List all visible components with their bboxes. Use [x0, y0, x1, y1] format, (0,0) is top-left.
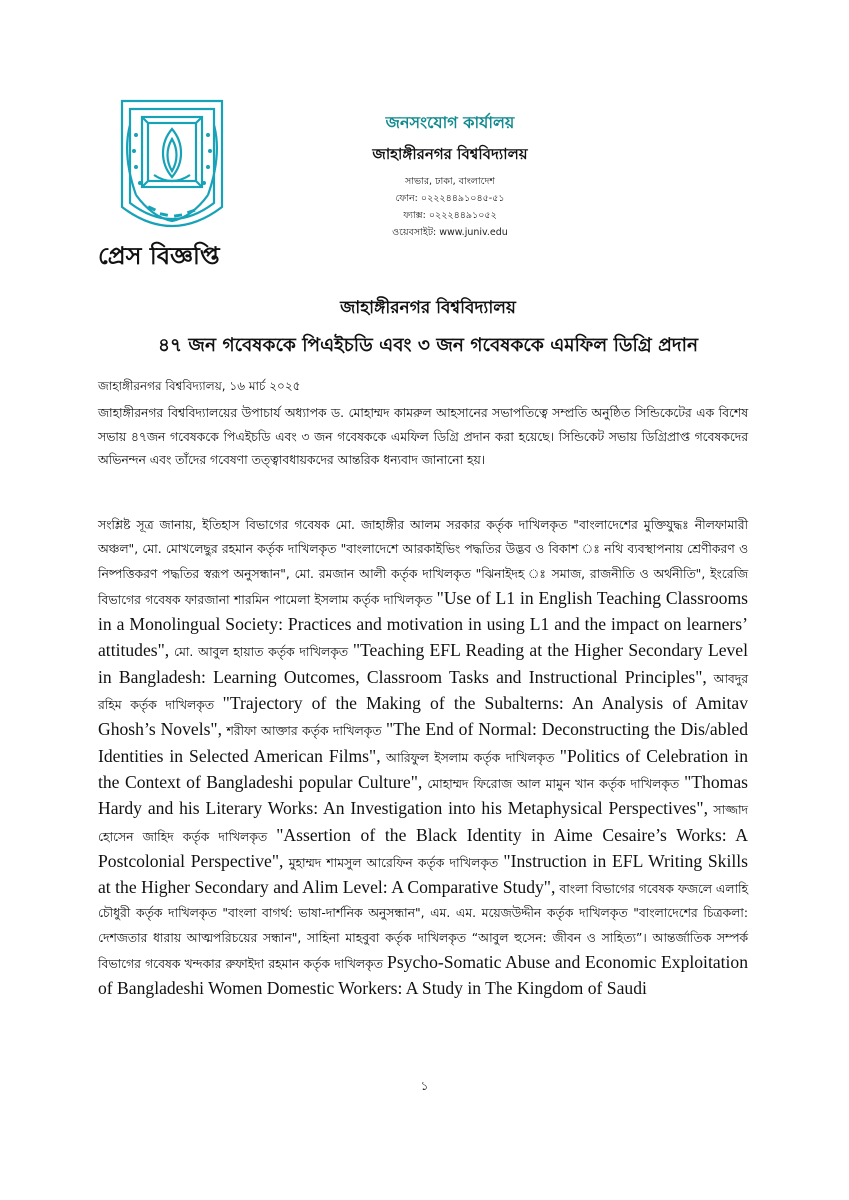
thesis-title: "Use of L1 in English Teaching Classrooms in a Monolingual Society: Practices and motivation in using L1 and the impact on learners’ attitudes",: [98, 587, 748, 661]
paragraph-2: [98, 513, 748, 1003]
paragraph-2-segment: মোহাম্মদ ফিরোজ আল মামুন খান কর্তৃক দাখিলকৃত: [422, 776, 685, 791]
paragraph-2-segment: আবদুর রহিম কর্তৃক দাখিলকৃত: [98, 671, 748, 713]
address: সাভার, ঢাকা, বাংলাদেশ: [404, 176, 496, 187]
dateline: জাহাঙ্গীরনগর বিশ্ববিদ্যালয়, ১৬ মার্চ ২০২৫: [98, 379, 301, 393]
thesis-title: "Teaching EFL Reading at the Higher Secondary Level in Bangladesh: Learning Outcomes, Classroom Tasks and Instructional Principles",: [98, 640, 748, 687]
thesis-title: "Instruction in EFL Writing Skills at the Higher Secondary and Alim Level: A Comparative Study",: [98, 850, 748, 898]
phone: ফোন: ০২২২৪৪৯১০৪৫-৫১: [395, 193, 505, 204]
headline-line-2: ৪৭ জন গবেষককে পিএইচডি এবং ৩ জন গবেষককে এমফিল ডিগ্রি প্রদান: [157, 335, 699, 356]
thesis-title: "Politics of Celebration in the Context of Bangladeshi popular Culture",: [98, 745, 748, 792]
page-number: ১: [420, 1079, 429, 1093]
website: ওয়েবসাইট: www.juniv.edu: [392, 227, 508, 238]
thesis-title: "Thomas Hardy and his Literary Works: An Investigation into his Metaphysical Perspectives",: [98, 771, 748, 819]
paragraph-2-segment: বাংলা বিভাগের গবেষক ফজলে এলাহি চৌধুরী কর্তৃক দাখিলকৃত "বাংলা বাগর্থ: ভাষা-দার্শনিক অনুসন্ধান", এম. এম. ময়েজউদ্দীন কর্তৃক দাখিলকৃত "বাংলাদেশের চিত্রকলা: দেশজতার ধারায় আত্মপরিচয়ের সন্ধান", সাহিনা মাহবুবা কর্তৃক দাখিলকৃত “আবুল হুসেন: জীবন ও সাহিত্য”। আন্তর্জাতিক সম্পর্ক বিভাগের গবেষক খন্দকার রুফাইদা রহমান কর্তৃক দাখিলকৃত: [98, 882, 748, 972]
office-contact-block: [290, 110, 610, 243]
paragraph-2-segment: সাজ্জাদ হোসেন জাহিদ কর্তৃক দাখিলকৃত: [98, 803, 748, 844]
office-title: জনসংযোগ কার্যালয়: [385, 113, 515, 132]
headline: [98, 295, 758, 362]
fax: ফ্যাক্স: ০২২২৪৪৯১০৫২: [403, 210, 497, 221]
thesis-title: "The End of Normal: Deconstructing the Dis/abled Identities in Selected American Films",: [98, 719, 749, 766]
press-release-title: প্রেস বিজ্ঞপ্তি: [98, 242, 220, 270]
paragraph-2-segment: মো. আবুল হায়াত কর্তৃক দাখিলকৃত: [169, 645, 353, 660]
paragraph-2-segment: সংশ্লিষ্ট সূত্র জানায়, ইতিহাস বিভাগের গবেষক মো. জাহাঙ্গীর আলম সরকার কর্তৃক দাখিলকৃত "বাংলাদেশের মুক্তিযুদ্ধঃ নীলফামারী অঞ্চল", মো. মোখলেছুর রহমান কর্তৃক দাখিলকৃত "বাংলাদেশে আরকাইভিং পদ্ধতির উদ্ভব ও বিকাশ ঃ নথি ব্যবস্থাপনায় শ্রেণীকরণ ও নিষ্পত্তিকরণ পদ্ধতির স্বরূপ অনুসন্ধান", মো. রমজান আলী কর্তৃক দাখিলকৃত "ঝিনাইদহ ঃ সমাজ, রাজনীতি ও অর্থনীতি", ইংরেজি বিভাগের গবেষক ফারজানা শারমিন পামেলা ইসলাম কর্তৃক দাখিলকৃত: [98, 518, 748, 607]
thesis-title: "Trajectory of the Making of the Subalterns: An Analysis of Amitav Ghosh’s Novels",: [98, 693, 748, 740]
university-name: জাহাঙ্গীরনগর বিশ্ববিদ্যালয়: [372, 145, 528, 163]
paragraph-2-segment: আরিফুল ইসলাম কর্তৃক দাখিলকৃত: [380, 750, 560, 765]
headline-line-1: জাহাঙ্গীরনগর বিশ্ববিদ্যালয়: [340, 298, 516, 318]
paragraph-1: জাহাঙ্গীরনগর বিশ্ববিদ্যালয়ের উপাচার্য অধ্যাপক ড. মোহাম্মদ কামরুল আহসানের সভাপতিত্বে সম্প্রতি অনুষ্ঠিত সিন্ডিকেটের এক বিশেষ সভায় ৪৭জন গবেষককে পিএইচডি এবং ৩ জন গবেষককে এমফিল ডিগ্রি প্রদান করা হয়েছে। সিন্ডিকেট সভায় ডিগ্রিপ্রাপ্ত গবেষকদের অভিনন্দন এবং তাঁদের গবেষণা তত্ত্বাবধায়কদের আন্তরিক ধন্যবাদ জানানো হয়।: [98, 406, 748, 467]
university-seal-icon: [112, 95, 232, 245]
paragraph-2-segment: শরীফা আক্তার কর্তৃক দাখিলকৃত: [222, 724, 386, 739]
thesis-title: "Assertion of the Black Identity in Aime Cesaire’s Works: A Postcolonial Perspective",: [98, 824, 748, 871]
thesis-title: Psycho-Somatic Abuse and Economic Exploitation of Bangladeshi Women Domestic Workers: A Study in The Kingdom of Saudi: [98, 952, 749, 999]
paragraph-2-segment: মুহাম্মদ শামসুল আরেফিন কর্তৃক দাখিলকৃত: [283, 855, 504, 870]
